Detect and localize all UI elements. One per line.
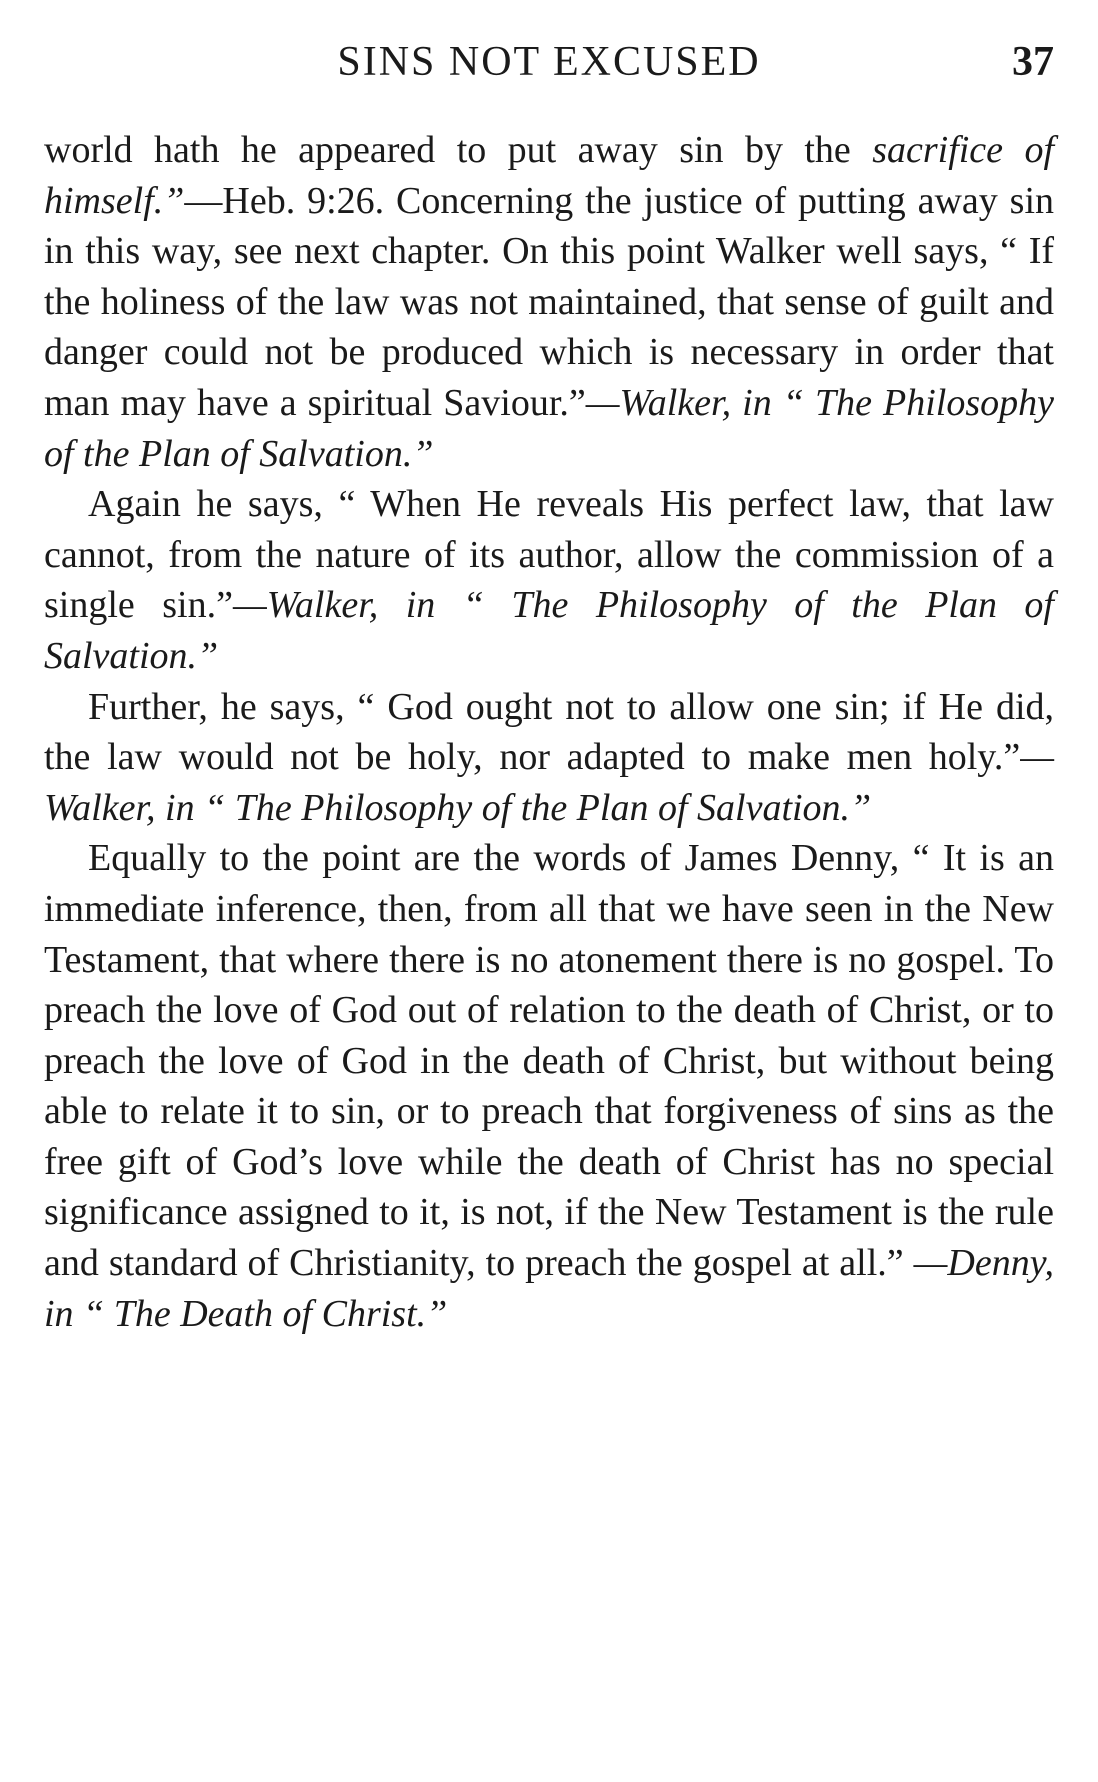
- paragraph-3: [44, 682, 1054, 834]
- citation: —Denny, in “ The Death of Christ.”: [44, 1242, 1054, 1335]
- text-segment: Further, he says, “ God ought not to allow one sin; if He did, the law would not be holy, nor adapted to make men holy.”: [44, 685, 1054, 779]
- running-title: SINS NOT EXCUSED: [337, 39, 761, 85]
- citation: —Walker, in “ The Philosophy of the Plan of Salvation.”: [44, 381, 1054, 475]
- text-segment: —Heb. 9:26. Concerning the justice of putting away sin in this way, see next chapter. On this point Walker well says, “ If the holiness of the law was not maintained, that sense of guilt and danger could not be produced which is necessary in order that man may have a spiritual Saviour.”: [44, 179, 1054, 424]
- text-segment: Equally to the point are the words of James Denny, “ It is an immediate inference, then, from all that we have seen in the New Testament, that where there is no atonement there is no gospel. To preach the love of God out of relation to the death of Christ, or to preach the love of God in the death of Christ, but without being able to relate it to sin, or to preach that forgiveness of sins as the free gift of God’s love while the death of Christ has no special significance assigned to it, is not, if the New Testament is the rule and standard of Christianity, to preach the gospel at all.”: [44, 837, 1054, 1285]
- text-segment: world hath he appeared to put away sin by the: [44, 129, 873, 171]
- text-segment: Again he says, “ When He reveals His perfect law, that law cannot, from the nature of its author, allow the commission of a single sin.”: [44, 483, 1054, 627]
- paragraph-4: [44, 833, 1054, 1339]
- paragraph-1: [44, 125, 1054, 479]
- page-number: 37: [1012, 39, 1054, 85]
- running-head: [44, 38, 1054, 88]
- italic-segment: sacrifice of himself.”: [44, 129, 1054, 222]
- body-text: [44, 125, 1054, 1339]
- paragraph-2: [44, 479, 1054, 681]
- citation: —Walker, in “ The Philosophy of the Plan of Salvation.”: [44, 736, 1054, 829]
- citation: —Walker, in “ The Philosophy of the Plan of Salvation.”: [44, 584, 1054, 677]
